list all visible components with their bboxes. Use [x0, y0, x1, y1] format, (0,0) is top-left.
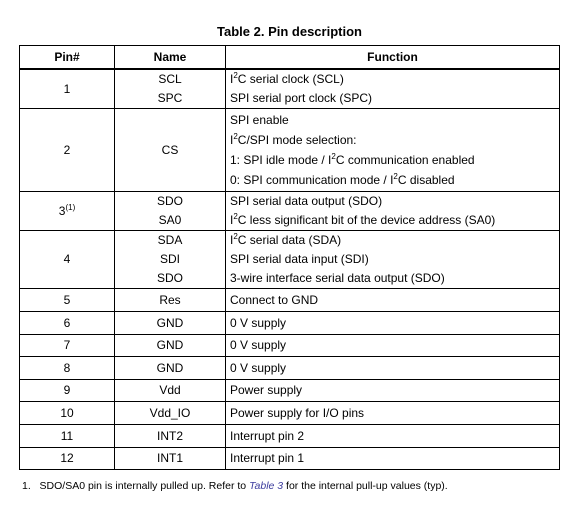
table-row [20, 448, 560, 470]
pin-name: SDI [159, 252, 180, 266]
pin-number-cell [20, 289, 115, 312]
pin-number: 10 [60, 405, 74, 420]
pin-name-cell [115, 335, 226, 357]
pin-function-line [230, 336, 559, 355]
pin-name: INT2 [156, 428, 183, 443]
pin-function-line [230, 110, 559, 130]
table-row [20, 312, 560, 335]
table-caption: Table 2. Pin description [217, 24, 362, 39]
function-text: SPI serial data output (SDO) [230, 194, 383, 208]
pin-number-cell [20, 357, 115, 380]
function-text: Power supply [230, 383, 303, 397]
table-row [20, 380, 560, 402]
pin-name-cell [115, 192, 226, 231]
pin-name-cell [115, 289, 226, 312]
pin-name: SCL [158, 72, 182, 86]
superscript: 2 [233, 132, 238, 141]
pin-footnote-marker: (1) [65, 202, 76, 212]
footnote [22, 478, 448, 494]
pin-function-line [230, 427, 559, 446]
pin-function-line [230, 70, 559, 89]
pin-function-cell [226, 335, 560, 357]
pin-number: 3 [58, 203, 66, 218]
pin-number-cell [20, 380, 115, 402]
pin-name: Vdd_IO [149, 405, 191, 420]
table-row [20, 335, 560, 357]
pin-name-cell [115, 448, 226, 470]
pin-function-line [230, 211, 559, 230]
pin-function-cell [226, 69, 560, 109]
superscript: 2 [331, 152, 336, 161]
pin-function-line [230, 314, 559, 333]
function-text: 0 V supply [230, 315, 287, 330]
pin-number: 4 [63, 252, 71, 266]
function-text: Connect to GND [230, 292, 319, 307]
pin-number-cell [20, 231, 115, 289]
table-row [20, 357, 560, 380]
function-text: SPI enable [230, 113, 289, 127]
pin-number-cell [20, 312, 115, 335]
pin-description-table [19, 45, 560, 470]
pin-number: 1 [63, 81, 71, 96]
pin-number: 8 [63, 360, 71, 375]
column-header-pin: Pin# [20, 46, 115, 70]
table-row [20, 402, 560, 425]
table-header-row [20, 46, 560, 70]
pin-name-cell [115, 380, 226, 402]
pin-name: SDO [156, 194, 183, 208]
pin-name-cell [115, 69, 226, 109]
table-row [20, 289, 560, 312]
pin-number-cell [20, 448, 115, 470]
function-text: C less significant bit of the device address (SA0) [237, 213, 496, 227]
table-body [20, 69, 560, 470]
pin-function-line [230, 381, 559, 400]
pin-number: 2 [63, 142, 71, 157]
function-text: 0 V supply [230, 338, 287, 352]
function-text: C serial data (SDA) [237, 233, 342, 247]
pin-function-cell [226, 289, 560, 312]
function-text: I [230, 72, 234, 86]
function-text: C communication enabled [335, 153, 475, 167]
pin-function-line [230, 150, 559, 170]
pin-name-cell [115, 312, 226, 335]
pin-number-cell [20, 192, 115, 231]
pin-function-cell [226, 231, 560, 289]
pin-name-cell [115, 425, 226, 448]
pin-function-cell [226, 357, 560, 380]
pin-function-line [230, 404, 559, 423]
column-header-name: Name [115, 46, 226, 70]
superscript: 2 [393, 172, 398, 181]
pin-number-cell [20, 425, 115, 448]
pin-function-line [230, 250, 559, 269]
pin-number: 9 [63, 383, 71, 397]
pin-number: 11 [60, 428, 74, 443]
pin-name: Vdd [159, 383, 181, 397]
function-text: 0: SPI communication mode / I [230, 173, 394, 187]
pin-number: 5 [63, 292, 71, 307]
pin-function-cell [226, 380, 560, 402]
pin-function-cell [226, 425, 560, 448]
pin-function-line [230, 231, 559, 250]
footnote-text-end: for the internal pull-up values (typ). [283, 480, 448, 492]
function-text: SPI serial port clock (SPC) [230, 91, 373, 105]
pin-function-cell [226, 402, 560, 425]
function-text: C serial clock (SCL) [237, 72, 344, 86]
table-row [20, 192, 560, 231]
pin-function-line [230, 89, 559, 108]
pin-name-cell [115, 109, 226, 192]
pin-name: SDO [156, 271, 183, 285]
pin-number: 7 [63, 338, 71, 352]
pin-function-line [230, 291, 559, 310]
pin-name: SDA [157, 233, 183, 247]
footnote-text: SDO/SA0 pin is internally pulled up. Refer to [39, 480, 250, 492]
pin-number: 12 [60, 451, 74, 465]
pin-number-cell [20, 69, 115, 109]
pin-number: 6 [63, 315, 71, 330]
table-row [20, 231, 560, 289]
pin-function-line [230, 170, 559, 190]
function-text: I [230, 213, 234, 227]
pin-function-line [230, 192, 559, 211]
function-text: I [230, 133, 234, 147]
function-text: Interrupt pin 2 [230, 428, 305, 443]
table-row [20, 425, 560, 448]
table-row [20, 69, 560, 109]
pin-name: INT1 [156, 451, 183, 465]
table-3-link[interactable]: Table 3 [249, 480, 284, 492]
pin-function-cell [226, 109, 560, 192]
pin-name: CS [161, 142, 179, 157]
pin-name: GND [156, 315, 184, 330]
pin-function-line [230, 130, 559, 150]
function-text: 0 V supply [230, 360, 287, 375]
function-text: 3-wire interface serial data output (SDO) [230, 271, 445, 285]
pin-function-cell [226, 312, 560, 335]
pin-name-cell [115, 357, 226, 380]
function-text: 1: SPI idle mode / I [230, 153, 332, 167]
pin-name-cell [115, 231, 226, 289]
superscript: 2 [233, 232, 238, 241]
pin-function-line [230, 269, 559, 288]
function-text: Interrupt pin 1 [230, 451, 305, 465]
pin-function-line [230, 449, 559, 468]
pin-name: GND [156, 360, 184, 375]
superscript: 2 [233, 212, 238, 221]
superscript: 2 [233, 71, 238, 80]
footnote-number: 1. [22, 480, 31, 492]
pin-number-cell [20, 335, 115, 357]
pin-name: GND [156, 338, 184, 352]
pin-function-cell [226, 448, 560, 470]
pin-number-cell [20, 402, 115, 425]
pin-name: SPC [157, 91, 183, 105]
pin-function-cell [226, 192, 560, 231]
function-text: SPI serial data input (SDI) [230, 252, 369, 266]
pin-name: Res [159, 292, 181, 307]
pin-name: SA0 [158, 213, 182, 227]
table-row [20, 109, 560, 192]
pin-number-cell [20, 109, 115, 192]
function-text: I [230, 233, 234, 247]
function-text: C disabled [397, 173, 455, 187]
column-header-function: Function [226, 46, 560, 70]
function-text: Power supply for I/O pins [230, 405, 365, 420]
function-text: C/SPI mode selection: [237, 133, 357, 147]
pin-name-cell [115, 402, 226, 425]
pin-function-line [230, 359, 559, 378]
